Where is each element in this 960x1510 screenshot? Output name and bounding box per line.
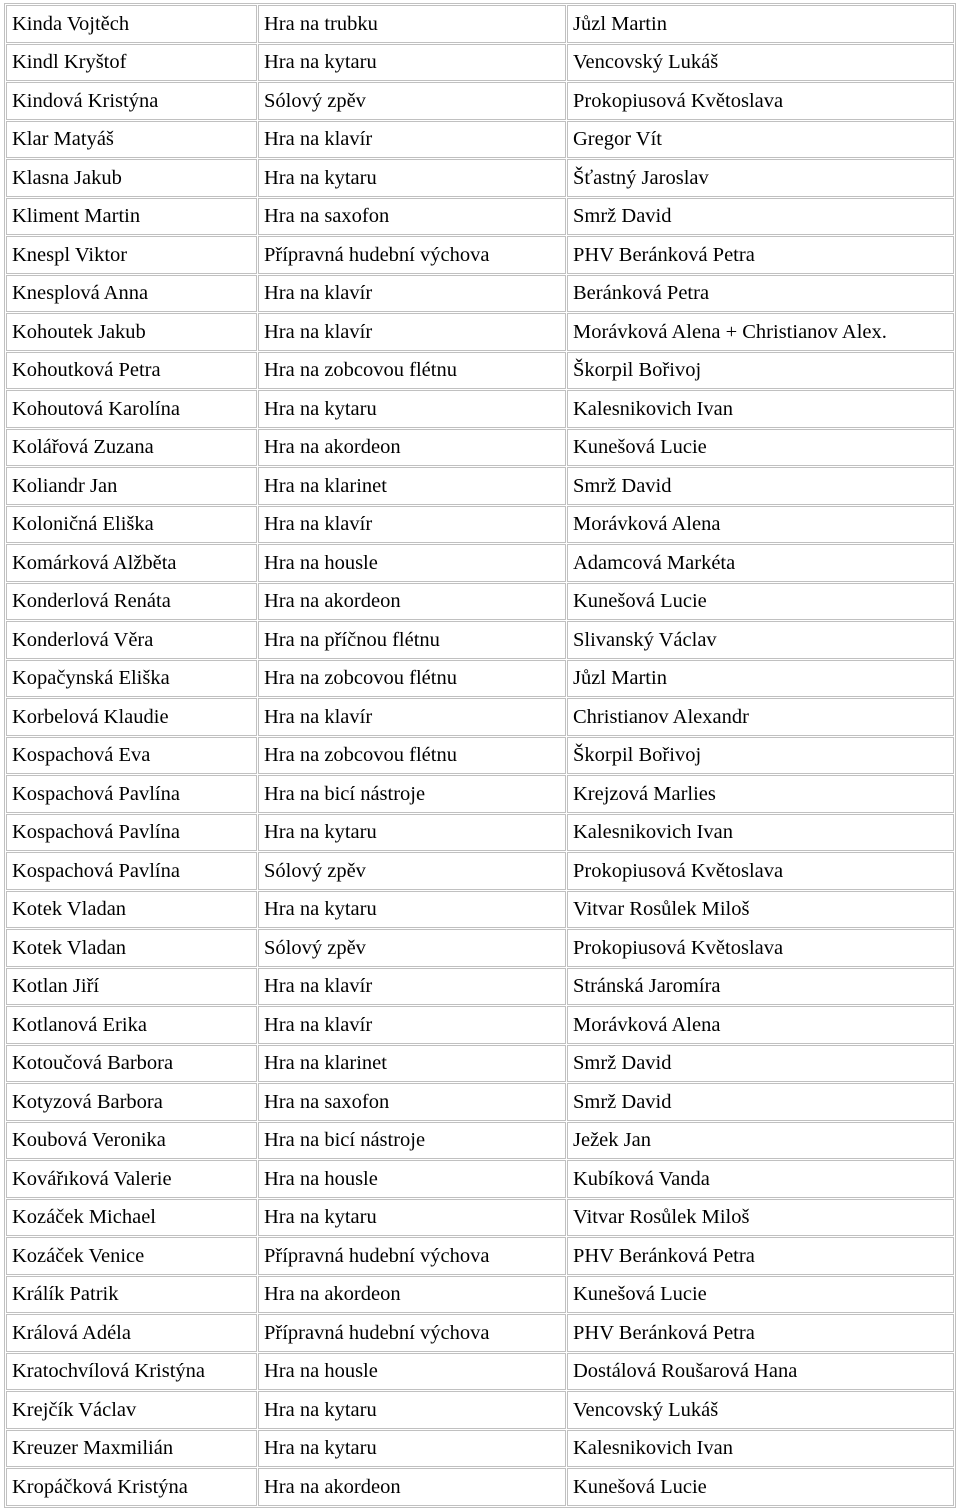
teacher-cell: Morávková Alena + Christianov Alex. bbox=[567, 313, 954, 351]
table-row bbox=[6, 1160, 954, 1198]
student-name-cell: Králík Patrik bbox=[6, 1276, 257, 1314]
table-row bbox=[6, 1237, 954, 1275]
teacher-cell: Jůzl Martin bbox=[567, 660, 954, 698]
table-row bbox=[6, 44, 954, 82]
student-name-cell: Konderlová Renáta bbox=[6, 583, 257, 621]
student-name-cell: Koloničná Eliška bbox=[6, 506, 257, 544]
teacher-cell: Dostálová Roušarová Hana bbox=[567, 1353, 954, 1391]
subject-cell: Hra na klavír bbox=[258, 313, 566, 351]
teacher-cell: Adamcová Markéta bbox=[567, 544, 954, 582]
teacher-cell: Ježek Jan bbox=[567, 1122, 954, 1160]
student-name-cell: Kohoutek Jakub bbox=[6, 313, 257, 351]
table-row bbox=[6, 814, 954, 852]
student-name-cell: Kozáček Venice bbox=[6, 1237, 257, 1275]
teacher-cell: Morávková Alena bbox=[567, 1006, 954, 1044]
student-name-cell: Kotlan Jiří bbox=[6, 968, 257, 1006]
table-row bbox=[6, 1199, 954, 1237]
table-row bbox=[6, 737, 954, 775]
student-name-cell: Kopačynská Eliška bbox=[6, 660, 257, 698]
teacher-cell: Vencovský Lukáš bbox=[567, 1391, 954, 1429]
teacher-cell: PHV Beránková Petra bbox=[567, 1237, 954, 1275]
student-name-cell: Kindová Kristýna bbox=[6, 82, 257, 120]
subject-cell: Sólový zpěv bbox=[258, 929, 566, 967]
subject-cell: Hra na klarinet bbox=[258, 1045, 566, 1083]
subject-cell: Hra na zobcovou flétnu bbox=[258, 737, 566, 775]
student-name-cell: Klar Matyáš bbox=[6, 121, 257, 159]
teacher-cell: Kunešová Lucie bbox=[567, 583, 954, 621]
teacher-cell: Smrž David bbox=[567, 467, 954, 505]
student-name-cell: Kropáčková Kristýna bbox=[6, 1468, 257, 1506]
subject-cell: Hra na kytaru bbox=[258, 814, 566, 852]
student-name-cell: Kinda Vojtěch bbox=[6, 5, 257, 43]
table-row bbox=[6, 660, 954, 698]
table-row bbox=[6, 1083, 954, 1121]
student-name-cell: Kohoutová Karolína bbox=[6, 390, 257, 428]
subject-cell: Hra na kytaru bbox=[258, 390, 566, 428]
student-name-cell: Korbelová Klaudie bbox=[6, 698, 257, 736]
table-row bbox=[6, 5, 954, 43]
subject-cell: Hra na bicí nástroje bbox=[258, 1122, 566, 1160]
student-name-cell: Koubová Veronika bbox=[6, 1122, 257, 1160]
teacher-cell: Kalesnikovich Ivan bbox=[567, 390, 954, 428]
student-table bbox=[4, 3, 956, 1508]
table-row bbox=[6, 929, 954, 967]
teacher-cell: Kunešová Lucie bbox=[567, 429, 954, 467]
subject-cell: Hra na trubku bbox=[258, 5, 566, 43]
document-page bbox=[4, 3, 956, 1508]
teacher-cell: Smrž David bbox=[567, 1083, 954, 1121]
table-row bbox=[6, 390, 954, 428]
student-name-cell: Kreuzer Maxmilián bbox=[6, 1430, 257, 1468]
student-table-body bbox=[6, 5, 954, 1506]
teacher-cell: Kalesnikovich Ivan bbox=[567, 814, 954, 852]
table-row bbox=[6, 544, 954, 582]
student-name-cell: Kospachová Pavlína bbox=[6, 852, 257, 890]
subject-cell: Hra na klavír bbox=[258, 698, 566, 736]
table-row bbox=[6, 1391, 954, 1429]
teacher-cell: Smrž David bbox=[567, 1045, 954, 1083]
subject-cell: Hra na akordeon bbox=[258, 583, 566, 621]
table-row bbox=[6, 275, 954, 313]
subject-cell: Hra na zobcovou flétnu bbox=[258, 660, 566, 698]
student-name-cell: Kratochvílová Kristýna bbox=[6, 1353, 257, 1391]
table-row bbox=[6, 82, 954, 120]
table-row bbox=[6, 198, 954, 236]
subject-cell: Hra na akordeon bbox=[258, 1468, 566, 1506]
table-row bbox=[6, 1006, 954, 1044]
subject-cell: Sólový zpěv bbox=[258, 852, 566, 890]
table-row bbox=[6, 775, 954, 813]
teacher-cell: Kubíková Vanda bbox=[567, 1160, 954, 1198]
teacher-cell: Slivanský Václav bbox=[567, 621, 954, 659]
table-row bbox=[6, 1430, 954, 1468]
table-row bbox=[6, 583, 954, 621]
subject-cell: Přípravná hudební výchova bbox=[258, 1237, 566, 1275]
teacher-cell: Škorpil Bořivoj bbox=[567, 352, 954, 390]
teacher-cell: Prokopiusová Květoslava bbox=[567, 929, 954, 967]
teacher-cell: Smrž David bbox=[567, 198, 954, 236]
teacher-cell: Vitvar Rosůlek Miloš bbox=[567, 1199, 954, 1237]
teacher-cell: Prokopiusová Květoslava bbox=[567, 82, 954, 120]
teacher-cell: Gregor Vít bbox=[567, 121, 954, 159]
subject-cell: Přípravná hudební výchova bbox=[258, 236, 566, 274]
student-name-cell: Koliandr Jan bbox=[6, 467, 257, 505]
student-name-cell: Kolářová Zuzana bbox=[6, 429, 257, 467]
table-row bbox=[6, 1468, 954, 1506]
teacher-cell: Beránková Petra bbox=[567, 275, 954, 313]
teacher-cell: Jůzl Martin bbox=[567, 5, 954, 43]
table-row bbox=[6, 968, 954, 1006]
student-name-cell: Kohoutková Petra bbox=[6, 352, 257, 390]
subject-cell: Hra na kytaru bbox=[258, 44, 566, 82]
student-name-cell: Kospachová Eva bbox=[6, 737, 257, 775]
student-name-cell: Kotyzová Barbora bbox=[6, 1083, 257, 1121]
subject-cell: Hra na klavír bbox=[258, 275, 566, 313]
subject-cell: Sólový zpěv bbox=[258, 82, 566, 120]
table-row bbox=[6, 698, 954, 736]
subject-cell: Hra na housle bbox=[258, 1160, 566, 1198]
table-row bbox=[6, 352, 954, 390]
table-row bbox=[6, 467, 954, 505]
student-name-cell: Komárková Alžběta bbox=[6, 544, 257, 582]
student-name-cell: Krejčík Václav bbox=[6, 1391, 257, 1429]
subject-cell: Hra na příčnou flétnu bbox=[258, 621, 566, 659]
subject-cell: Hra na kytaru bbox=[258, 1199, 566, 1237]
table-row bbox=[6, 121, 954, 159]
table-row bbox=[6, 159, 954, 197]
teacher-cell: Kunešová Lucie bbox=[567, 1468, 954, 1506]
subject-cell: Hra na housle bbox=[258, 1353, 566, 1391]
subject-cell: Hra na klavír bbox=[258, 1006, 566, 1044]
subject-cell: Hra na akordeon bbox=[258, 429, 566, 467]
subject-cell: Hra na saxofon bbox=[258, 198, 566, 236]
subject-cell: Přípravná hudební výchova bbox=[258, 1314, 566, 1352]
teacher-cell: Vitvar Rosůlek Miloš bbox=[567, 891, 954, 929]
student-name-cell: Konderlová Věra bbox=[6, 621, 257, 659]
teacher-cell: Morávková Alena bbox=[567, 506, 954, 544]
teacher-cell: PHV Beránková Petra bbox=[567, 1314, 954, 1352]
table-row bbox=[6, 506, 954, 544]
teacher-cell: Škorpil Bořivoj bbox=[567, 737, 954, 775]
table-row bbox=[6, 1314, 954, 1352]
student-name-cell: Knespl Viktor bbox=[6, 236, 257, 274]
student-name-cell: Kovářıková Valerie bbox=[6, 1160, 257, 1198]
student-name-cell: Kliment Martin bbox=[6, 198, 257, 236]
teacher-cell: Prokopiusová Květoslava bbox=[567, 852, 954, 890]
subject-cell: Hra na housle bbox=[258, 544, 566, 582]
subject-cell: Hra na kytaru bbox=[258, 159, 566, 197]
subject-cell: Hra na kytaru bbox=[258, 1430, 566, 1468]
teacher-cell: Šťastný Jaroslav bbox=[567, 159, 954, 197]
table-row bbox=[6, 313, 954, 351]
table-row bbox=[6, 621, 954, 659]
student-name-cell: Kospachová Pavlína bbox=[6, 814, 257, 852]
subject-cell: Hra na klarinet bbox=[258, 467, 566, 505]
table-row bbox=[6, 236, 954, 274]
table-row bbox=[6, 1122, 954, 1160]
teacher-cell: Vencovský Lukáš bbox=[567, 44, 954, 82]
subject-cell: Hra na bicí nástroje bbox=[258, 775, 566, 813]
teacher-cell: Stránská Jaromíra bbox=[567, 968, 954, 1006]
student-name-cell: Kozáček Michael bbox=[6, 1199, 257, 1237]
table-row bbox=[6, 1045, 954, 1083]
student-name-cell: Klasna Jakub bbox=[6, 159, 257, 197]
table-row bbox=[6, 429, 954, 467]
teacher-cell: Krejzová Marlies bbox=[567, 775, 954, 813]
student-name-cell: Kotoučová Barbora bbox=[6, 1045, 257, 1083]
teacher-cell: PHV Beránková Petra bbox=[567, 236, 954, 274]
teacher-cell: Kunešová Lucie bbox=[567, 1276, 954, 1314]
table-row bbox=[6, 891, 954, 929]
table-row bbox=[6, 1353, 954, 1391]
student-name-cell: Kindl Kryštof bbox=[6, 44, 257, 82]
subject-cell: Hra na klavír bbox=[258, 968, 566, 1006]
student-name-cell: Knesplová Anna bbox=[6, 275, 257, 313]
subject-cell: Hra na saxofon bbox=[258, 1083, 566, 1121]
subject-cell: Hra na zobcovou flétnu bbox=[258, 352, 566, 390]
student-name-cell: Kotek Vladan bbox=[6, 929, 257, 967]
student-name-cell: Kospachová Pavlína bbox=[6, 775, 257, 813]
student-name-cell: Králová Adéla bbox=[6, 1314, 257, 1352]
table-row bbox=[6, 1276, 954, 1314]
subject-cell: Hra na klavír bbox=[258, 506, 566, 544]
subject-cell: Hra na klavír bbox=[258, 121, 566, 159]
subject-cell: Hra na kytaru bbox=[258, 1391, 566, 1429]
student-name-cell: Kotek Vladan bbox=[6, 891, 257, 929]
table-row bbox=[6, 852, 954, 890]
subject-cell: Hra na kytaru bbox=[258, 891, 566, 929]
teacher-cell: Kalesnikovich Ivan bbox=[567, 1430, 954, 1468]
subject-cell: Hra na akordeon bbox=[258, 1276, 566, 1314]
teacher-cell: Christianov Alexandr bbox=[567, 698, 954, 736]
student-name-cell: Kotlanová Erika bbox=[6, 1006, 257, 1044]
